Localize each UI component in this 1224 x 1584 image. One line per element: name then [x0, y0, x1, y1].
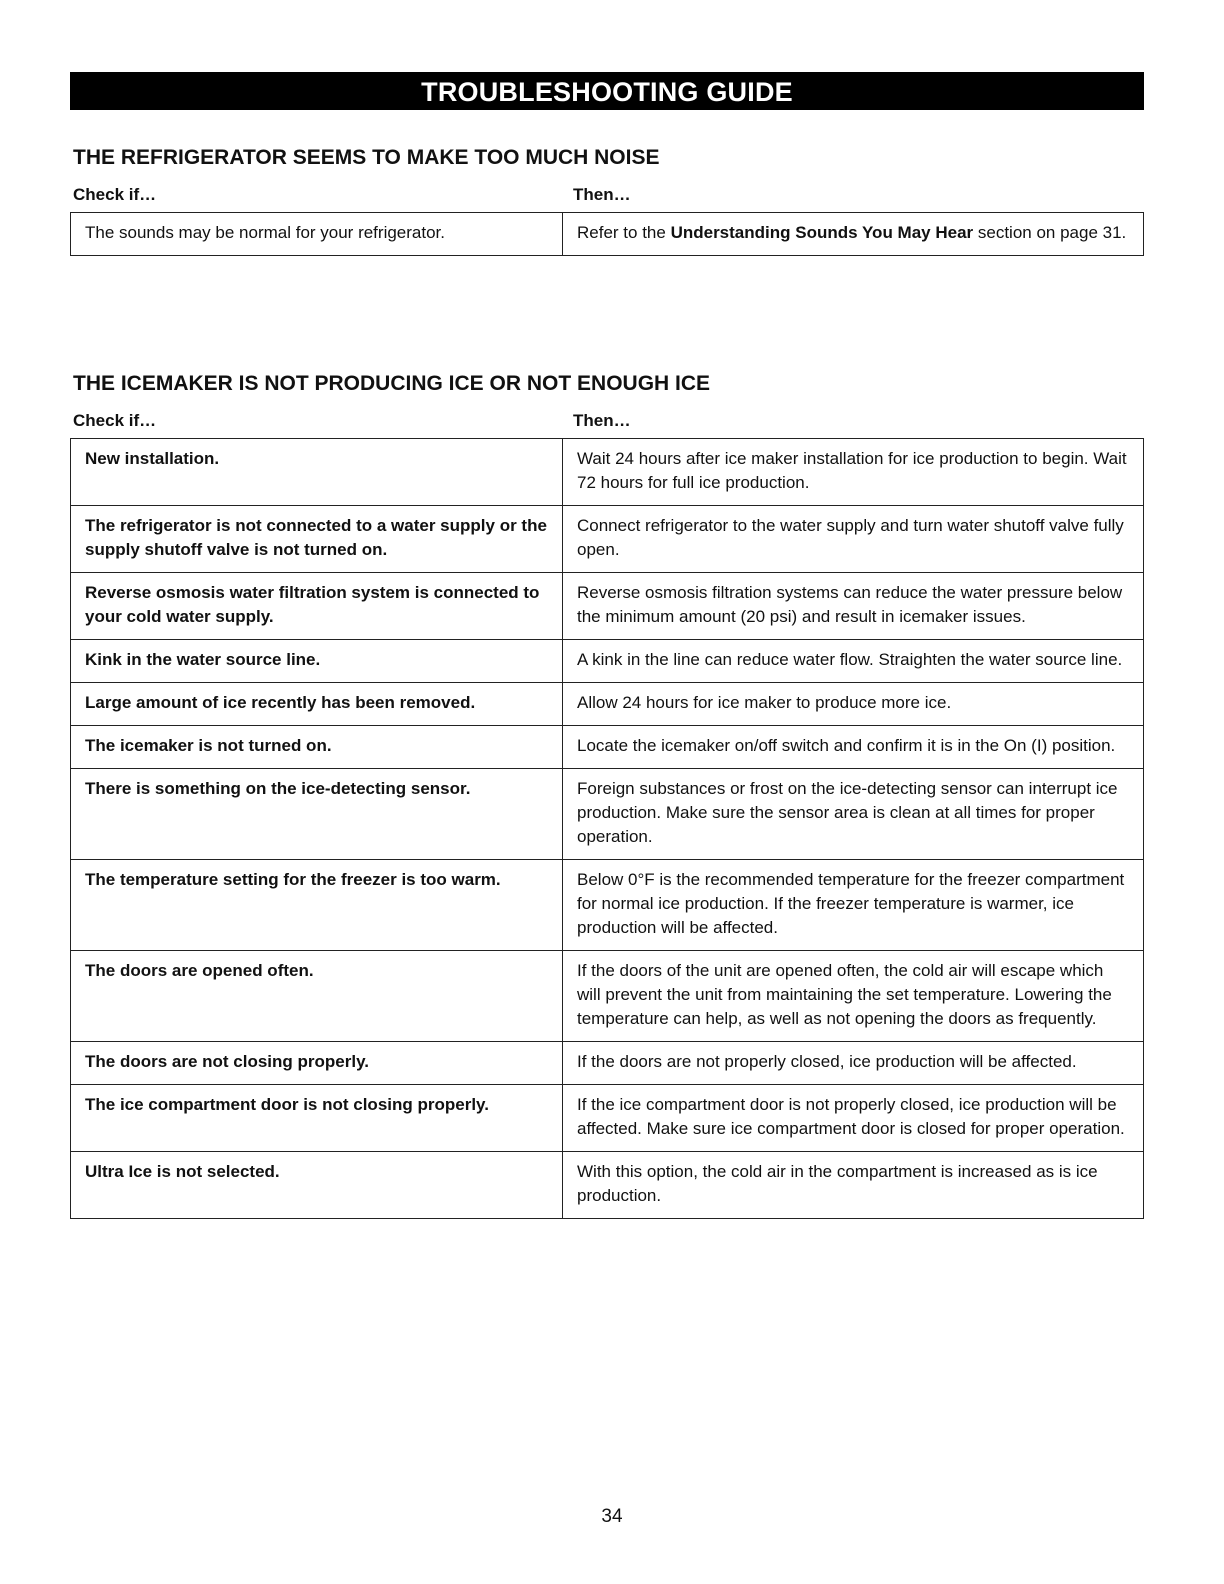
solution-cell: Allow 24 hours for ice maker to produce more ice.: [563, 683, 1144, 726]
icemaker-section: [70, 372, 1144, 1219]
noise-column-headers: [70, 184, 1144, 206]
solution-cell: If the ice compartment door is not properly closed, ice production will be affected. Make sure ice compartment door is closed for proper operation.: [563, 1085, 1144, 1152]
table-row: [71, 1085, 1144, 1152]
condition-cell: The icemaker is not turned on.: [71, 726, 563, 769]
solution-cell: If the doors of the unit are opened often, the cold air will escape which will prevent the unit from maintaining the set temperature. Lowering the temperature can help, as well as not opening the doors as frequently.: [563, 951, 1144, 1042]
solution-text: Refer to the: [577, 223, 671, 242]
page-title: TROUBLESHOOTING GUIDE: [70, 72, 1144, 110]
table-row: [71, 1152, 1144, 1219]
solution-cell: With this option, the cold air in the compartment is increased as is ice production.: [563, 1152, 1144, 1219]
table-row: [71, 726, 1144, 769]
condition-cell: The ice compartment door is not closing properly.: [71, 1085, 563, 1152]
icemaker-section-heading: THE ICEMAKER IS NOT PRODUCING ICE OR NOT ENOUGH ICE: [73, 372, 711, 395]
condition-cell: The temperature setting for the freezer is too warm.: [71, 860, 563, 951]
condition-cell: The sounds may be normal for your refrigerator.: [71, 213, 563, 256]
icemaker-column-headers: [70, 410, 1144, 432]
condition-cell: Reverse osmosis water filtration system is connected to your cold water supply.: [71, 573, 563, 640]
table-row: [71, 213, 1144, 256]
solution-cell: Locate the icemaker on/off switch and confirm it is in the On (I) position.: [563, 726, 1144, 769]
noise-section-heading: THE REFRIGERATOR SEEMS TO MAKE TOO MUCH NOISE: [73, 146, 660, 169]
noise-table: [70, 212, 1144, 256]
noise-section: [70, 146, 1144, 256]
solution-cell: [563, 213, 1144, 256]
then-header: Then…: [573, 185, 631, 204]
then-header: Then…: [573, 411, 631, 430]
table-row: [71, 951, 1144, 1042]
table-row: [71, 683, 1144, 726]
solution-cell: If the doors are not properly closed, ice production will be affected.: [563, 1042, 1144, 1085]
table-row: [71, 1042, 1144, 1085]
condition-cell: The refrigerator is not connected to a water supply or the supply shutoff valve is not turned on.: [71, 506, 563, 573]
solution-cell: Wait 24 hours after ice maker installation for ice production to begin. Wait 72 hours for full ice production.: [563, 439, 1144, 506]
table-row: [71, 860, 1144, 951]
icemaker-table: [70, 438, 1144, 1219]
table-row: [71, 769, 1144, 860]
check-if-header: Check if…: [73, 185, 157, 204]
condition-cell: Large amount of ice recently has been removed.: [71, 683, 563, 726]
table-row: [71, 640, 1144, 683]
solution-cell: Below 0°F is the recommended temperature for the freezer compartment for normal ice production. If the freezer temperature is warmer, ice production will be affected.: [563, 860, 1144, 951]
condition-cell: The doors are not closing properly.: [71, 1042, 563, 1085]
page-number: 34: [601, 1506, 623, 1527]
solution-cell: A kink in the line can reduce water flow. Straighten the water source line.: [563, 640, 1144, 683]
condition-cell: There is something on the ice-detecting sensor.: [71, 769, 563, 860]
table-row: [71, 506, 1144, 573]
table-row: [71, 573, 1144, 640]
solution-cell: Connect refrigerator to the water supply and turn water shutoff valve fully open.: [563, 506, 1144, 573]
condition-cell: The doors are opened often.: [71, 951, 563, 1042]
condition-cell: Ultra Ice is not selected.: [71, 1152, 563, 1219]
check-if-header: Check if…: [73, 411, 157, 430]
solution-cell: Reverse osmosis filtration systems can reduce the water pressure below the minimum amount (20 psi) and result in icemaker issues.: [563, 573, 1144, 640]
solution-text: section on page 31.: [973, 223, 1127, 242]
table-row: [71, 439, 1144, 506]
condition-cell: Kink in the water source line.: [71, 640, 563, 683]
condition-cell: New installation.: [71, 439, 563, 506]
solution-cell: Foreign substances or frost on the ice-detecting sensor can interrupt ice production. Make sure the sensor area is clean at all times for proper operation.: [563, 769, 1144, 860]
section-reference: Understanding Sounds You May Hear: [670, 223, 974, 242]
